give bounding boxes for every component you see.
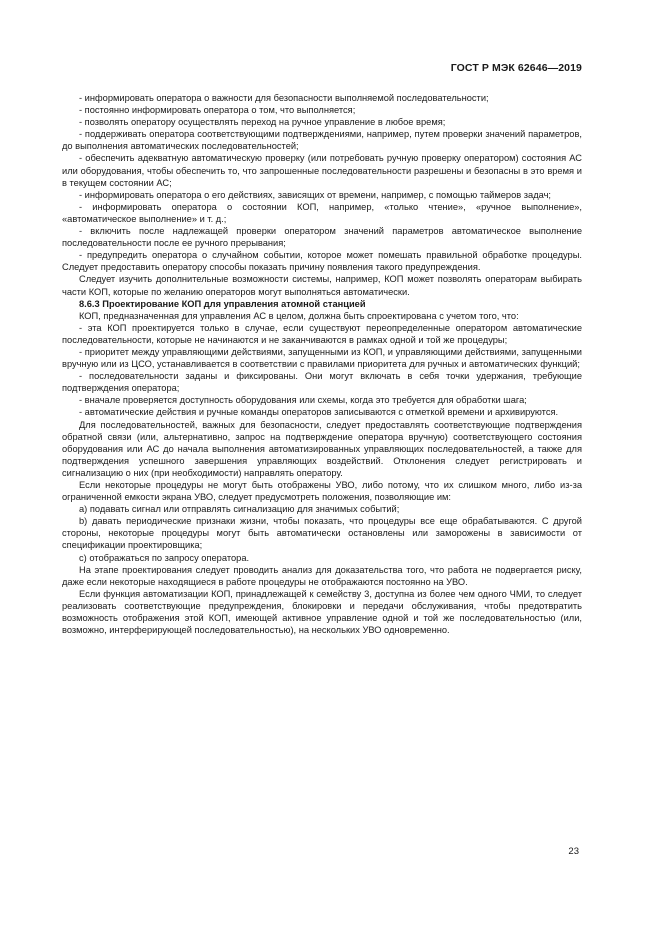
list-item: - предупредить оператора о случайном событии, которое может помешать правильной обработке процедуры. Следует предоставить оператору способы показать причину появления такого предупреждения. <box>62 250 582 273</box>
list-item: - поддерживать оператора соответствующими подтверждениями, например, путем проверки значений параметров, до выполнения автоматических последовательностей; <box>62 129 582 152</box>
list-item: c) отображаться по запросу оператора. <box>79 552 250 563</box>
list-item: - автоматические действия и ручные команды операторов записываются с отметкой времени и архивируются. <box>79 407 559 418</box>
list-item: - вначале проверяется доступность оборудования или схемы, когда это требуется для обработки шага; <box>79 395 527 406</box>
list-item: - последовательности заданы и фиксированы. Они могут включать в себя точки удержания, требующие подтверждения оператора; <box>62 371 582 394</box>
list-item: - эта КОП проектируется только в случае, если существуют переопределенные оператором автоматические последовательности, которые не начинаются и не заканчиваются в рамках одной и той же процедуры; <box>62 322 582 345</box>
paragraph: КОП, предназначенная для управления АС в целом, должна быть спроектирована с учетом того, что: <box>79 310 519 321</box>
paragraph: Если функция автоматизации КОП, принадлежащей к семейству 3, доступна из более чем одного ЧМИ, то следует реализовать соответствующие предупреждения, блокировки и передачи обслуживания, чтобы предотвратить возможность отображения этой КОП, имеющей активное управление одной и той же последовательностью (или, возможно, интерферирующей последовательностью), на нескольких УВО одновременно. <box>62 588 582 636</box>
section-heading: 8.6.3 Проектирование КОП для управления атомной станцией <box>79 298 366 309</box>
list-item: - обеспечить адекватную автоматическую проверку (или потребовать ручную проверку оператором) состояния АС или оборудования, чтобы обеспечить то, что запрошенные последовательности разрешены и безопасны в это время и в текущем состоянии АС; <box>62 153 582 188</box>
paragraph: Если некоторые процедуры не могут быть отображены УВО, либо потому, что их слишком много, либо из-за ограниченной емкости экрана УВО, следует предусмотреть положения, позволяющие им: <box>62 480 582 503</box>
list-item: - позволять оператору осуществлять переход на ручное управление в любое время; <box>79 117 446 128</box>
list-item: - включить после надлежащей проверки оператором значений параметров автоматическое выполнение последовательности после ее ручного прерывания; <box>62 226 582 249</box>
document-body <box>62 92 582 636</box>
paragraph: Следует изучить дополнительные возможности системы, например, КОП может позволять операторам выбирать части КОП, которые по желанию операторов могут выполняться автоматически. <box>62 274 582 297</box>
list-item: - информировать оператора о его действиях, зависящих от времени, например, с помощью таймеров задач; <box>79 189 552 200</box>
list-item: - приоритет между управляющими действиями, запущенными из КОП, и управляющими действиями, запущенными вручную или из ЦСО, устанавливается в соответствии с правилами приоритета для ручных и автоматических функций; <box>62 346 582 370</box>
list-item: b) давать периодические признаки жизни, чтобы показать, что процедуры все еще обрабатываются. С другой стороны, некоторые процедуры могут быть автоматически остановлены или заморожены в зависимости от спецификации проектировщика; <box>62 516 582 551</box>
paragraph: Для последовательностей, важных для безопасности, следует предоставлять соответствующие подтверждения обратной связи (или, альтернативно, запрос на подтверждение оператора вручную) соответствующего состояния оборудования или АС до начала выполнения автоматизированных управляющих последовательностей, а также для подтверждения успешного завершения управляющих воздействий. Отклонения следует регистрировать и сигнализацию о них (при необходимости) направлять оператору. <box>62 419 582 478</box>
list-item: - постоянно информировать оператора о том, что выполняется; <box>79 105 356 116</box>
page-number: 23 <box>568 846 579 857</box>
list-item: а) подавать сигнал или отправлять сигнализацию для значимых событий; <box>79 504 400 515</box>
list-item: - информировать оператора о важности для безопасности выполняемой последовательности; <box>79 93 489 103</box>
paragraph: На этапе проектирования следует проводить анализ для доказательства того, что работа не подвергается риску, даже если некоторые находящиеся в работе процедуры не отображаются постоянно на УВО. <box>62 564 582 587</box>
document-code-header: ГОСТ Р МЭК 62646—2019 <box>450 62 582 74</box>
list-item: - информировать оператора о состоянии КОП, например, «только чтение», «ручное выполнение», «автоматическое выполнение» и т. д.; <box>62 201 582 224</box>
